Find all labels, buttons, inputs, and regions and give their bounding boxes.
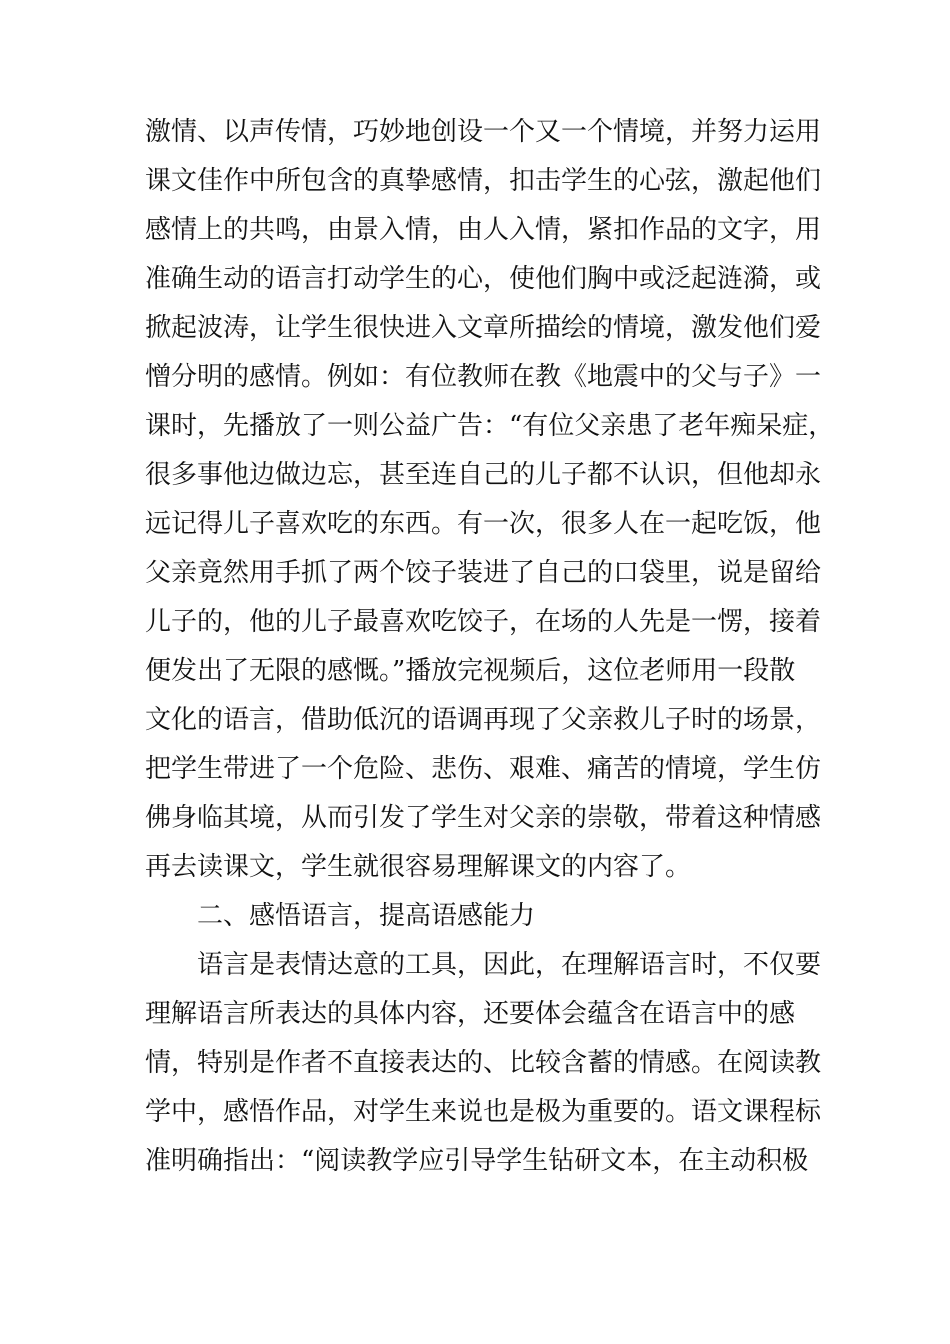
paragraph-line: 文化的语言，借助低沉的语调再现了父亲救儿子时的场景， xyxy=(145,705,822,735)
paragraph-line: 把学生带进了一个危险、悲伤、艰难、痛苦的情境，学生仿 xyxy=(145,754,822,784)
section-heading: 二、感悟语言，提高语感能力 xyxy=(197,901,536,931)
paragraph-line: 激情、以声传情，巧妙地创设一个又一个情境，并努力运用 xyxy=(145,117,822,147)
paragraph-line: 憎分明的感情。例如：有位教师在教《地震中的父与子》一 xyxy=(145,362,822,392)
paragraph-line: 佛身临其境，从而引发了学生对父亲的崇敬，带着这种情感 xyxy=(145,803,822,833)
paragraph-line: 儿子的，他的儿子最喜欢吃饺子，在场的人先是一愣，接着 xyxy=(145,607,822,637)
paragraph-line: 准确生动的语言打动学生的心，使他们胸中或泛起涟漪，或 xyxy=(145,264,822,294)
paragraph-line: 再去读课文，学生就很容易理解课文的内容了。 xyxy=(145,852,692,882)
paragraph-line: 很多事他边做边忘，甚至连自己的儿子都不认识，但他却永 xyxy=(145,460,822,490)
paragraph-line: 感情上的共鸣，由景入情，由人入情，紧扣作品的文字，用 xyxy=(145,215,822,245)
paragraph-line: 课时，先播放了一则公益广告：“有位父亲患了老年痴呆症， xyxy=(145,411,835,441)
paragraph-line: 便发出了无限的感慨。”播放完视频后，这位老师用一段散 xyxy=(145,656,796,686)
paragraph-line: 情，特别是作者不直接表达的、比较含蓄的情感。在阅读教 xyxy=(145,1048,822,1078)
paragraph-line: 父亲竟然用手抓了两个饺子装进了自己的口袋里，说是留给 xyxy=(145,558,822,588)
paragraph-line: 准明确指出：“阅读教学应引导学生钻研文本，在主动积极 xyxy=(145,1146,809,1176)
paragraph-line: 理解语言所表达的具体内容，还要体会蕴含在语言中的感 xyxy=(145,999,796,1029)
paragraph-line: 课文佳作中所包含的真挚感情，扣击学生的心弦，激起他们 xyxy=(145,166,822,196)
body-text xyxy=(145,108,835,1186)
paragraph-line: 语言是表情达意的工具，因此，在理解语言时，不仅要 xyxy=(197,950,822,980)
paragraph-line: 学中，感悟作品，对学生来说也是极为重要的。语文课程标 xyxy=(145,1097,822,1127)
paragraph-line: 远记得儿子喜欢吃的东西。有一次，很多人在一起吃饭，他 xyxy=(145,509,822,539)
paragraph-line: 掀起波涛，让学生很快进入文章所描绘的情境，激发他们爱 xyxy=(145,313,822,343)
